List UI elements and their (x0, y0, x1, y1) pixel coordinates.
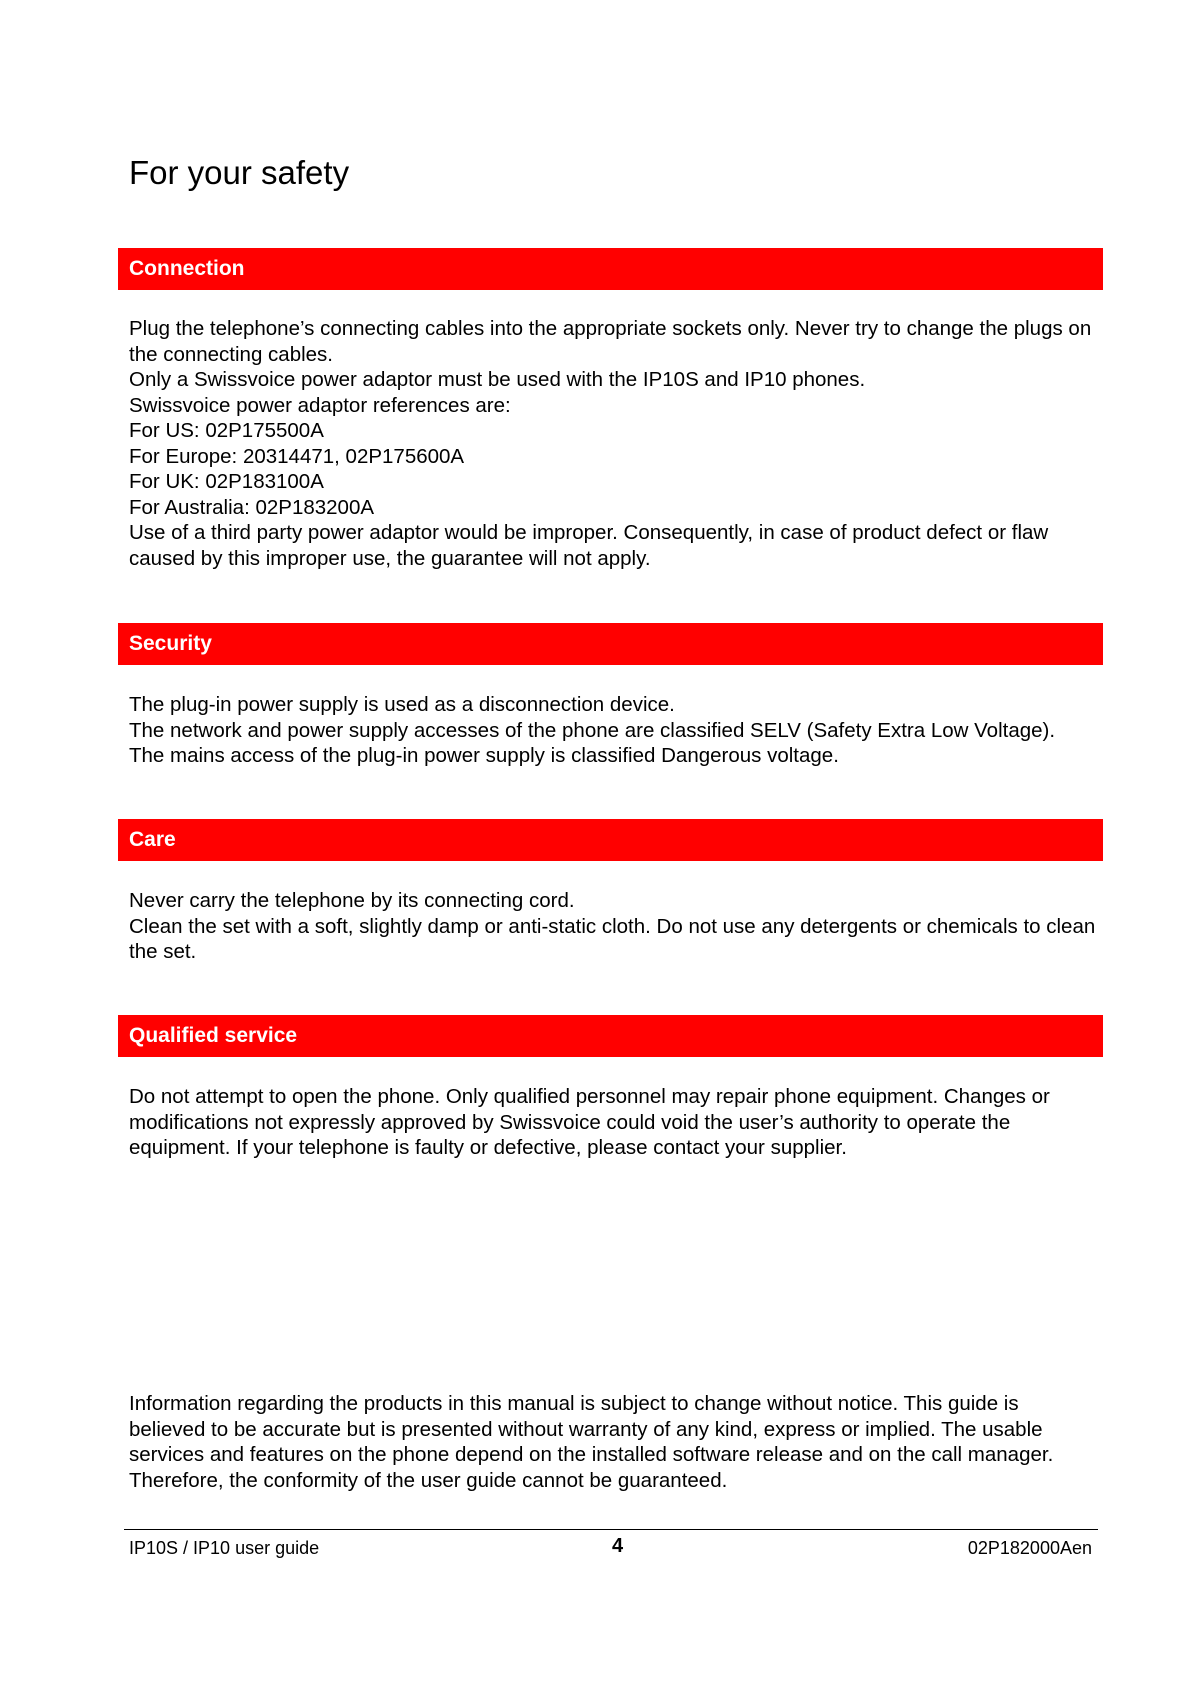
section-header-qualified-service (118, 1015, 1103, 1057)
body-line: For Australia: 02P183200A (129, 495, 375, 519)
section-header-security (118, 623, 1103, 665)
body-line: Use of a third party power adaptor would be improper. Consequently, in case of product defect or flaw caused by this improper use, the guarantee will not apply. (129, 521, 1049, 570)
footer-document-code: 02P182000Aen (967, 1538, 1092, 1558)
body-line: Never carry the telephone by its connecting cord. (129, 889, 575, 912)
section-heading: Connection (129, 257, 245, 280)
section-body-care (129, 888, 1099, 965)
body-line: The plug-in power supply is used as a disconnection device. (129, 693, 675, 716)
footer-divider (124, 1529, 1098, 1530)
body-line: For Europe: 20314471, 02P175600A (129, 444, 465, 468)
section-header-connection (118, 248, 1103, 290)
section-body-connection (129, 316, 1099, 571)
body-line: Only a Swissvoice power adaptor must be used with the IP10S and IP10 phones. (129, 368, 866, 391)
body-line: For UK: 02P183100A (129, 470, 324, 493)
section-heading: Qualified service (129, 1024, 298, 1047)
page-number: 4 (612, 1535, 624, 1557)
footer-document-title: IP10S / IP10 user guide (129, 1538, 320, 1558)
section-heading: Security (129, 632, 212, 655)
body-line: For US: 02P175500A (129, 419, 324, 442)
page-title: For your safety (129, 154, 350, 191)
body-line: Do not attempt to open the phone. Only qualified personnel may repair phone equipment. Changes or modifications not expressly approved by Swissvoice could void the user’s authority to operate the equipment. If your telephone is faulty or defective, please contact your supplier. (129, 1085, 1050, 1159)
body-line: Swissvoice power adaptor references are: (129, 393, 511, 417)
section-header-care (118, 819, 1103, 861)
disclaimer-text: Information regarding the products in this manual is subject to change without notice. This guide is believed to be accurate but is presented without warranty of any kind, express or implied. The usable services and features on the phone depend on the installed software release and on the call manager. Therefore, the conformity of the user guide cannot be guaranteed. (129, 1392, 1054, 1492)
body-line: The network and power supply accesses of the phone are classified SELV (Safety Extra Low Voltage). (129, 718, 1056, 742)
section-heading: Care (129, 828, 176, 851)
section-body-qualified-service (129, 1084, 1099, 1161)
body-line: Clean the set with a soft, slightly damp or anti-static cloth. Do not use any detergents or chemicals to clean the set. (129, 914, 1096, 963)
body-line: The mains access of the plug-in power supply is classified Dangerous voltage. (129, 744, 839, 767)
disclaimer (129, 1391, 1099, 1493)
body-line: Plug the telephone’s connecting cables into the appropriate sockets only. Never try to change the plugs on the connecting cables. (129, 317, 1092, 366)
section-body-security (129, 692, 1099, 769)
